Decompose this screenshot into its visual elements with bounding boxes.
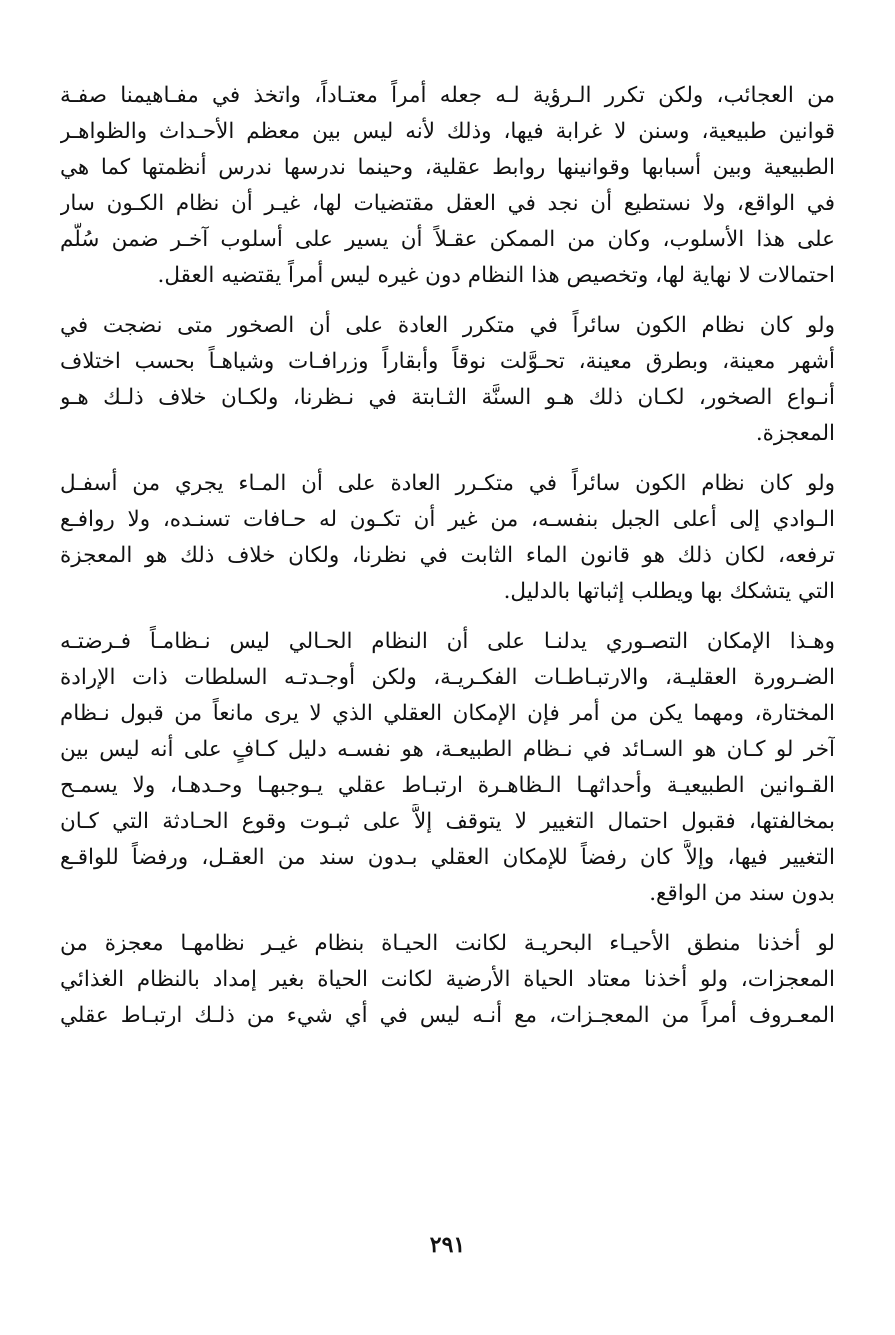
text-line: آخر لو كـان هو السـائد في نـظام الطبيعـة، هو نفسـه دليل كـافٍ على أنه ليس بين [60,737,835,762]
text-line: احتمالات لا نهاية لها، وتخصيص هذا النظام دون غيره ليس أمراً يقتضيه العقل. [157,263,835,288]
text-line: المختارة، ومهما يكن من أمر فإن الإمكان العقلي الذي لا يرى مانعاً من قبول نـظام [60,701,835,726]
text-line: على هذا الأسلوب، وكان من الممكن عقـلاً أن يسير على أسلوب آخـر ضمن سُلَّم [60,227,835,252]
page-number: ٢٩١ [429,1232,466,1258]
paragraph-4 [60,624,835,912]
paragraph-3 [60,466,835,610]
text-line: المعـروف أمراً من المعجـزات، مع أنـه ليس في أي شيء من ذلـك ارتبـاط عقلي [60,1003,835,1028]
text-line: لو أخذنا منطق الأحيـاء البحريـة لكانت الحيـاة بنظام غيـر نظامهـا معجزة من [60,931,835,956]
text-line: أشهر معينة، وبطرق معينة، تحـوَّلت نوقاً وأبقاراً وزرافـات وشياهـاً بحسب اختلاف [60,349,835,374]
page-body [60,78,835,1034]
text-line: التغيير فيها، وإلاَّ كان رفضاً للإمكان العقلي بـدون سند من العقـل، ورفضاً للواقـع [60,845,835,870]
text-line: قوانين طبيعية، وسنن لا غرابة فيها، وذلك لأنه ليس بين معظم الأحـداث والظواهـر [60,119,835,144]
text-line: أنـواع الصخور، لكـان ذلك هـو السنَّة الثـابتة في نـظرنا، ولكـان خلاف ذلـك هـو [60,385,835,410]
text-line: وهـذا الإمكان التصـوري يدلنـا على أن النظام الحـالي ليس نـظامـاً فـرضتـه [60,629,835,654]
text-line: الطبيعية وبين أسبابها وقوانينها روابط عقلية، وحينما ندرسها ندرس أنظمتها كما هي [60,155,835,180]
text-line: في الواقع، ولا نستطيع أن نجد في العقل مقتضيات لها، غيـر أن نظام الكـون سار [60,191,835,216]
text-line: ترفعه، لكان ذلك هو قانون الماء الثابت في نظرنا، ولكان خلاف ذلك هو المعجزة [60,543,835,568]
text-line: ولو كان نظام الكون سائراً في متكـرر العادة على أن المـاء يجري من أسفـل [60,471,835,496]
text-line: التي يتشكك بها ويطلب إثباتها بالدليل. [503,579,835,604]
text-line: بمخالفتها، فقبول احتمال التغيير لا يتوقف إلاَّ على ثبـوت وقوع الحـادثة التي كـان [60,809,835,834]
text-line: المعجزات، ولو أخذنا معتاد الحياة الأرضية لكانت الحياة بغير إمداد بالنظام الغذائي [60,967,835,992]
text-line: ولو كان نظام الكون سائراً في متكرر العادة على أن الصخور متى نضجت في [60,313,835,338]
text-line: الضـرورة العقليـة، والارتبـاطـات الفكـريـة، ولكن أوجـدتـه السلطات ذات الإرادة [60,665,835,690]
text-line: الـوادي إلى أعلى الجبل بنفسـه، من غير أن تكـون له حـافات تسنـده، ولا روافـع [60,507,835,532]
text-line: بدون سند من الواقع. [649,881,835,906]
paragraph-2 [60,308,835,452]
paragraph-5 [60,926,835,1034]
text-line: المعجزة. [755,421,835,446]
text-line: القـوانين الطبيعيـة وأحداثهـا الـظاهـرة ارتبـاط عقلي يـوجبهـا وحـدهـا، ولا يسمـح [60,773,835,798]
paragraph-1 [60,78,835,294]
text-line: من العجائب، ولكن تكرر الـرؤية لـه جعله أمراً معتـاداً، واتخذ في مفـاهيمنا صفـة [60,83,835,108]
